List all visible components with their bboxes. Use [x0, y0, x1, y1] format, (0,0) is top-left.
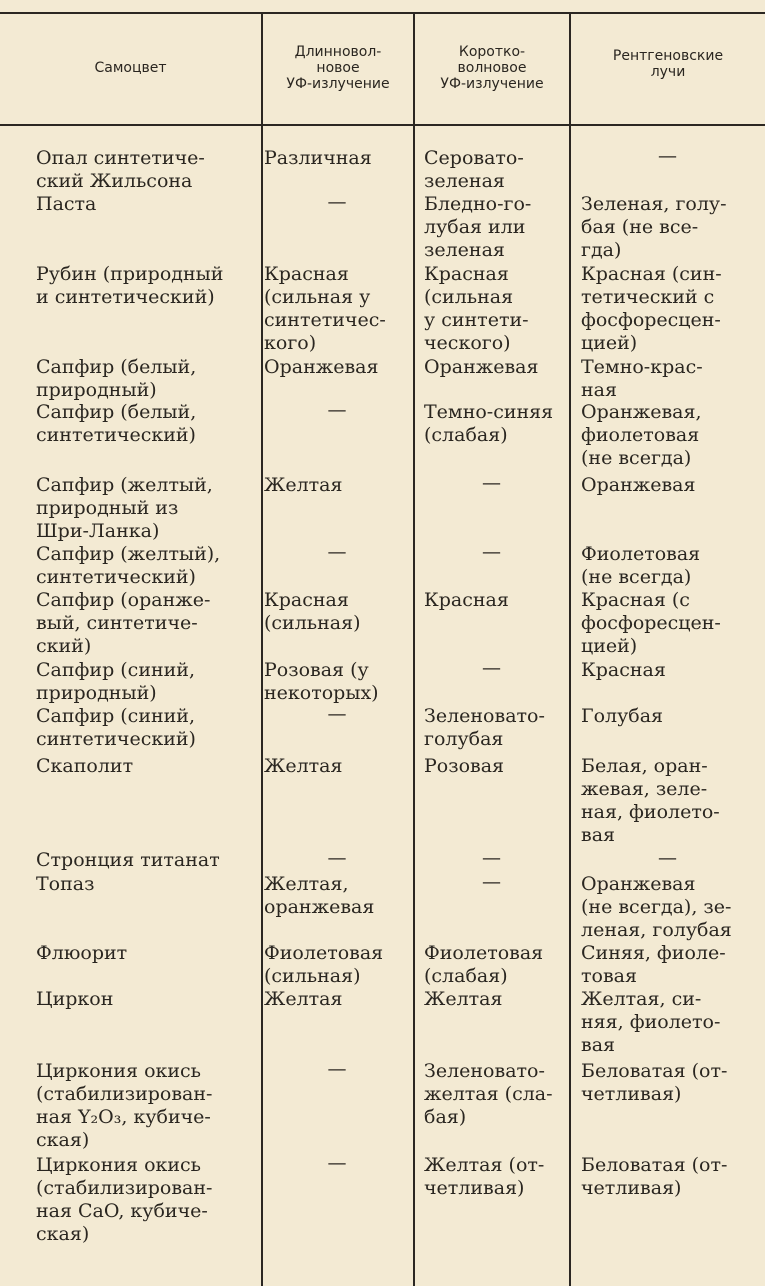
- cell-line: Желтая: [264, 988, 343, 1010]
- cell-xray: [581, 705, 663, 728]
- cell-line: Голубая: [581, 705, 664, 727]
- cell-line: голубая: [424, 728, 504, 750]
- cell-long: [264, 988, 343, 1011]
- cell-line: Сапфир (желтый),: [36, 543, 221, 565]
- cell-line: бая (не все-: [581, 216, 699, 238]
- cell-line: —: [658, 145, 677, 167]
- cell-short: [424, 589, 509, 612]
- cell-line: —: [482, 847, 501, 869]
- cell-short: [414, 472, 569, 495]
- cell-line: товая: [581, 965, 637, 987]
- cell-short: [424, 193, 531, 262]
- header-long-uv: Длинновол- новое УФ-излучение: [286, 44, 390, 92]
- cell-line: —: [327, 1152, 347, 1174]
- cell-long: [264, 147, 372, 170]
- cell-short: [424, 147, 524, 193]
- cell-line: (стабилизирован-: [36, 1177, 213, 1199]
- cell-line: бая): [424, 1106, 467, 1128]
- cell-line: Темно-синяя: [424, 401, 554, 423]
- cell-gem: [36, 942, 127, 965]
- cell-gem: [36, 659, 195, 705]
- cell-line: Фиолетовая: [581, 543, 701, 565]
- cell-line: вая: [581, 1034, 616, 1056]
- cell-line: —: [327, 847, 347, 869]
- cell-line: Циркон: [36, 988, 114, 1010]
- cell-gem: [36, 589, 210, 658]
- cell-line: Синяя, фиоле-: [581, 942, 726, 964]
- cell-line: вый, синтетиче-: [36, 612, 198, 634]
- cell-line: зеленая: [424, 239, 505, 261]
- cell-line: Беловатая (от-: [581, 1154, 728, 1176]
- cell-short: [424, 755, 504, 778]
- cell-line: Опал синтетиче-: [36, 147, 205, 169]
- cell-line: четливая): [581, 1177, 682, 1199]
- cell-line: (сильная: [424, 286, 514, 308]
- cell-gem: [36, 755, 133, 778]
- cell-line: ческого): [424, 332, 511, 354]
- cell-short: [424, 988, 503, 1011]
- cell-gem: [36, 474, 213, 543]
- cell-line: Желтая: [264, 474, 343, 496]
- cell-line: природный из: [36, 497, 179, 519]
- cell-line: тетический с: [581, 286, 715, 308]
- cell-line: —: [482, 871, 501, 893]
- cell-xray: [581, 589, 721, 658]
- cell-line: Розовая: [424, 755, 505, 777]
- cell-line: ная, фиолето-: [581, 801, 720, 823]
- cell-line: Циркония окись: [36, 1154, 202, 1176]
- cell-line: ская): [36, 1223, 90, 1245]
- cell-line: синтетический): [36, 566, 196, 588]
- cell-long: [262, 1152, 412, 1175]
- cell-line: цией): [581, 635, 638, 657]
- cell-line: фиолетовая: [581, 424, 700, 446]
- cell-gem: [36, 147, 205, 193]
- cell-xray: [570, 145, 765, 168]
- cell-long: [264, 263, 386, 355]
- cell-xray: [581, 401, 702, 470]
- cell-line: ная: [581, 379, 617, 401]
- cell-line: ная CaO, кубиче-: [36, 1200, 208, 1222]
- cell-gem: [36, 401, 196, 447]
- cell-line: вая: [581, 824, 616, 846]
- cell-xray: [581, 1060, 727, 1106]
- cell-short: [414, 657, 569, 680]
- cell-line: (слабая): [424, 965, 508, 987]
- cell-line: —: [327, 1058, 347, 1080]
- cell-line: (не всегда): [581, 447, 692, 469]
- cell-xray: [581, 543, 700, 589]
- cell-line: Беловатая (от-: [581, 1060, 728, 1082]
- cell-line: природный): [36, 379, 157, 401]
- cell-short: [424, 356, 538, 379]
- cell-line: цией): [581, 332, 638, 354]
- cell-short: [414, 871, 569, 894]
- cell-line: (не всегда): [581, 566, 692, 588]
- table-header-rule: [0, 124, 765, 126]
- cell-short: [424, 1154, 544, 1200]
- cell-long: [262, 191, 412, 214]
- cell-line: синтетический): [36, 424, 196, 446]
- cell-long: [264, 356, 378, 379]
- cell-line: Топаз: [36, 873, 95, 895]
- cell-xray: [581, 356, 703, 402]
- cell-xray: [581, 942, 726, 988]
- cell-line: жевая, зеле-: [581, 778, 708, 800]
- cell-xray: [581, 1154, 727, 1200]
- cell-line: ная Y₂O₃, кубиче-: [36, 1106, 211, 1128]
- cell-line: Оранжевая: [424, 356, 539, 378]
- cell-line: Зеленая, голу-: [581, 193, 727, 215]
- cell-line: Сапфир (желтый,: [36, 474, 213, 496]
- cell-line: Желтая,: [264, 873, 349, 895]
- cell-line: у синтети-: [424, 309, 529, 331]
- cell-line: —: [327, 703, 347, 725]
- cell-line: Сапфир (белый,: [36, 356, 197, 378]
- cell-line: —: [658, 847, 677, 869]
- cell-line: (стабилизирован-: [36, 1083, 213, 1105]
- cell-line: Желтая: [424, 988, 503, 1010]
- cell-long: [264, 942, 383, 988]
- cell-xray: [581, 873, 732, 942]
- cell-line: Рубин (природный: [36, 263, 224, 285]
- cell-short: [414, 541, 569, 564]
- cell-gem: [36, 849, 220, 872]
- cell-line: Красная (син-: [581, 263, 722, 285]
- cell-line: —: [482, 541, 501, 563]
- cell-long: [264, 873, 374, 919]
- cell-line: Темно-крас-: [581, 356, 703, 378]
- cell-long: [262, 541, 412, 564]
- cell-line: оранжевая: [264, 896, 375, 918]
- cell-line: Красная (с: [581, 589, 690, 611]
- cell-gem: [36, 1154, 212, 1246]
- cell-line: Оранжевая: [264, 356, 379, 378]
- cell-line: желтая (сла-: [424, 1083, 553, 1105]
- cell-line: Сапфир (белый,: [36, 401, 197, 423]
- cell-long: [262, 399, 412, 422]
- cell-line: (слабая): [424, 424, 508, 446]
- cell-xray: [581, 263, 722, 355]
- cell-line: Оранжевая: [581, 873, 696, 895]
- cell-xray: [570, 847, 765, 870]
- cell-line: (сильная у: [264, 286, 371, 308]
- cell-line: —: [327, 191, 347, 213]
- cell-line: Сапфир (синий,: [36, 659, 196, 681]
- cell-line: леная, голубая: [581, 919, 732, 941]
- cell-line: (сильная): [264, 965, 361, 987]
- cell-line: Стронция титанат: [36, 849, 220, 871]
- cell-line: синтетический): [36, 728, 196, 750]
- cell-long: [264, 659, 379, 705]
- cell-xray: [581, 988, 720, 1057]
- header-short-uv: Коротко- волновое УФ-излучение: [440, 44, 544, 92]
- cell-line: ская): [36, 1129, 90, 1151]
- cell-line: Бледно-го-: [424, 193, 532, 215]
- cell-line: Белая, оран-: [581, 755, 708, 777]
- cell-line: Красная: [264, 263, 349, 285]
- cell-gem: [36, 263, 223, 309]
- cell-short: [414, 847, 569, 870]
- cell-line: Красная: [424, 263, 509, 285]
- header-xray: Рентгеновские лучи: [612, 48, 724, 80]
- cell-line: Оранжевая: [581, 474, 696, 496]
- cell-gem: [36, 356, 196, 402]
- cell-line: гда): [581, 239, 622, 261]
- cell-line: Паста: [36, 193, 97, 215]
- cell-line: ский): [36, 635, 92, 657]
- cell-xray: [581, 659, 666, 682]
- column-divider-2: [413, 12, 415, 1286]
- cell-long: [262, 847, 412, 870]
- cell-long: [264, 474, 343, 497]
- cell-line: Розовая (у: [264, 659, 369, 681]
- cell-long: [264, 589, 361, 635]
- cell-line: Циркония окись: [36, 1060, 202, 1082]
- cell-line: няя, фиолето-: [581, 1011, 721, 1033]
- cell-line: —: [327, 399, 347, 421]
- cell-line: Желтая, си-: [581, 988, 702, 1010]
- cell-line: Зеленовато-: [424, 705, 545, 727]
- cell-long: [262, 1058, 412, 1081]
- cell-gem: [36, 1060, 212, 1152]
- cell-short: [424, 401, 553, 447]
- cell-line: —: [482, 472, 501, 494]
- cell-xray: [581, 193, 727, 262]
- cell-line: —: [482, 657, 501, 679]
- cell-line: зеленая: [424, 170, 505, 192]
- header-gem: Самоцвет: [94, 60, 167, 76]
- cell-line: Желтая (от-: [424, 1154, 545, 1176]
- cell-line: (сильная): [264, 612, 361, 634]
- cell-short: [424, 942, 543, 988]
- cell-line: Красная: [581, 659, 666, 681]
- cell-short: [424, 705, 545, 751]
- table-top-rule: [0, 12, 765, 14]
- cell-line: Различная: [264, 147, 372, 169]
- cell-xray: [581, 755, 720, 847]
- cell-gem: [36, 988, 113, 1011]
- cell-line: четливая): [424, 1177, 525, 1199]
- cell-gem: [36, 705, 196, 751]
- cell-gem: [36, 193, 96, 216]
- cell-line: Сапфир (оранже-: [36, 589, 211, 611]
- cell-line: Скаполит: [36, 755, 134, 777]
- cell-line: Зеленовато-: [424, 1060, 545, 1082]
- cell-line: кого): [264, 332, 317, 354]
- cell-line: синтетичес-: [264, 309, 386, 331]
- cell-line: фосфоресцен-: [581, 309, 721, 331]
- column-divider-3: [569, 12, 571, 1286]
- cell-line: Флюорит: [36, 942, 128, 964]
- cell-line: Оранжевая,: [581, 401, 702, 423]
- cell-line: лубая или: [424, 216, 526, 238]
- cell-gem: [36, 873, 94, 896]
- cell-line: Красная: [264, 589, 349, 611]
- cell-line: ский Жильсона: [36, 170, 193, 192]
- cell-xray: [581, 474, 695, 497]
- cell-line: Красная: [424, 589, 509, 611]
- cell-gem: [36, 543, 220, 589]
- cell-line: Серовато-: [424, 147, 524, 169]
- cell-line: фосфоресцен-: [581, 612, 721, 634]
- cell-line: Фиолетовая: [264, 942, 384, 964]
- cell-line: Сапфир (синий,: [36, 705, 196, 727]
- cell-line: четливая): [581, 1083, 682, 1105]
- cell-long: [262, 703, 412, 726]
- cell-short: [424, 263, 529, 355]
- cell-short: [424, 1060, 553, 1129]
- cell-line: Шри-Ланка): [36, 520, 160, 542]
- cell-line: (не всегда), зе-: [581, 896, 732, 918]
- cell-line: Фиолетовая: [424, 942, 544, 964]
- cell-line: —: [327, 541, 347, 563]
- cell-long: [264, 755, 343, 778]
- cell-line: некоторых): [264, 682, 379, 704]
- cell-line: и синтетический): [36, 286, 215, 308]
- cell-line: природный): [36, 682, 157, 704]
- cell-line: Желтая: [264, 755, 343, 777]
